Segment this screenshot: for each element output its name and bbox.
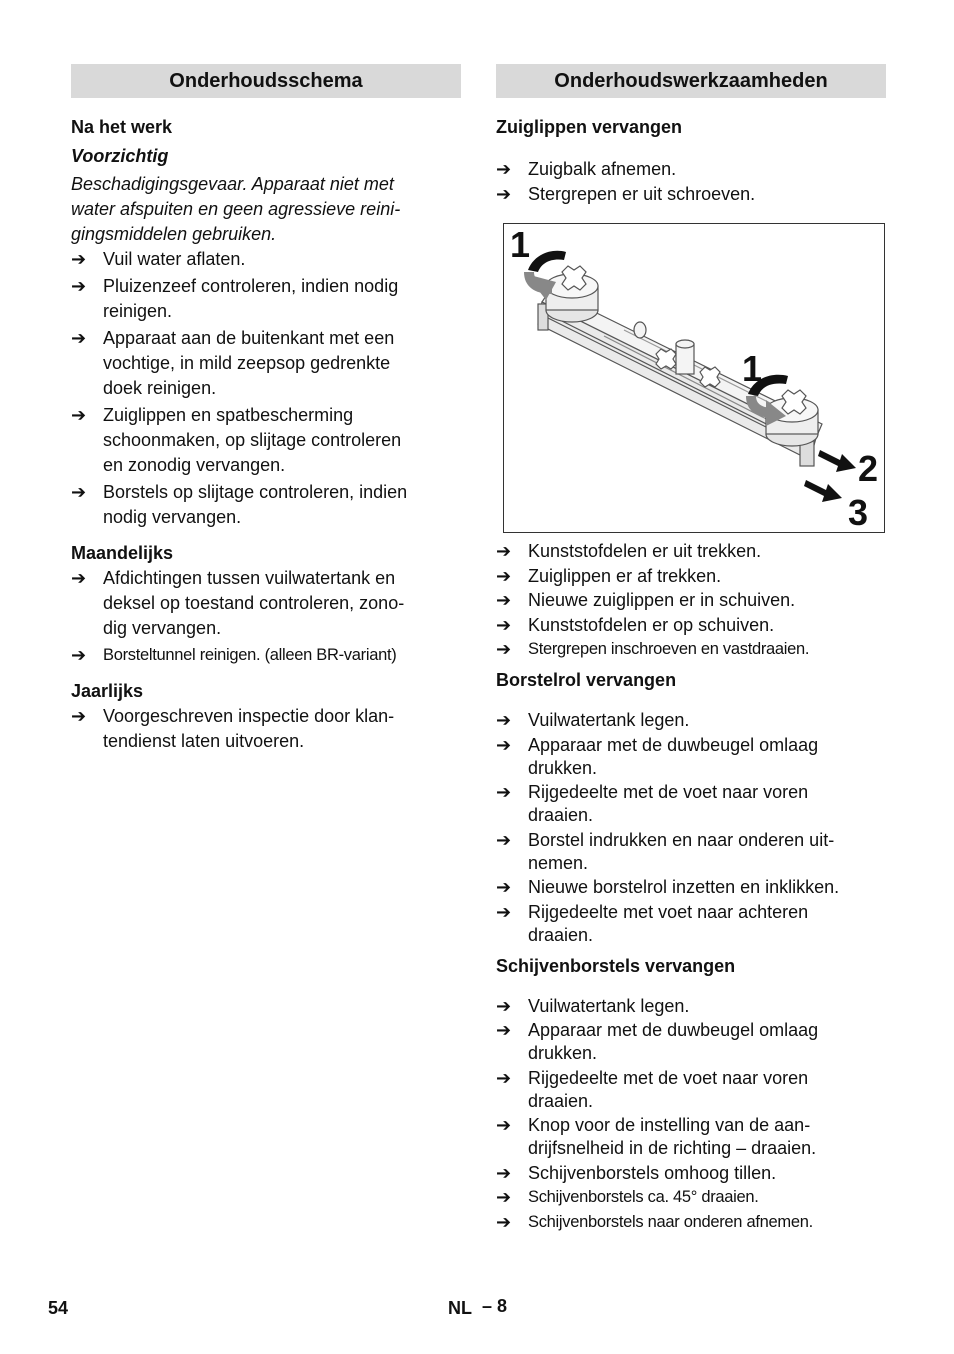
arrow-right-icon: ➔ bbox=[496, 159, 512, 180]
figure-label-3: 3 bbox=[848, 492, 869, 533]
arrow-right-icon: ➔ bbox=[71, 276, 87, 297]
figure-label-1-right: 1 bbox=[742, 348, 763, 389]
list-item: ➔ Nieuwe zuiglippen er in schuiven. bbox=[496, 590, 796, 611]
language-code: NL bbox=[448, 1298, 472, 1318]
list-item: ➔ Rijgedeelte met de voet naar voren draaien. bbox=[496, 1067, 809, 1111]
caution-text bbox=[71, 172, 461, 247]
list-item: ➔ Stergrepen er uit schroeven. bbox=[496, 183, 756, 205]
list-item: ➔ Borstel indrukken en naar onderen uit- nemen. bbox=[496, 829, 835, 873]
section-header-work: Onderhoudswerkzaamheden bbox=[496, 64, 886, 98]
squeegee-steps-after bbox=[496, 540, 886, 661]
list-item: ➔ Schijvenborstels omhoog tillen. bbox=[496, 1162, 777, 1184]
disc-brushes-title: Schijvenborstels vervangen bbox=[496, 955, 736, 976]
page-number: 54 bbox=[48, 1298, 69, 1318]
arrow-right-icon: ➔ bbox=[496, 639, 511, 660]
arrow-right-icon: ➔ bbox=[496, 995, 512, 1017]
list-item: ➔ Zuiglippen er af trekken. bbox=[496, 565, 722, 587]
squeegee-steps-before bbox=[496, 158, 886, 206]
list-item: ➔ Rijgedeelte met voet naar achteren draaien. bbox=[496, 901, 809, 945]
arrow-right-icon: ➔ bbox=[496, 590, 512, 611]
list-item: ➔ Kunststofdelen er op schuiven. bbox=[496, 614, 775, 636]
list-item: ➔ Vuil water aflaten. bbox=[71, 249, 246, 270]
after-work-title: Na het werk bbox=[71, 117, 173, 137]
arrow-right-icon: ➔ bbox=[496, 782, 512, 803]
list-item: ➔ Afdichtingen tussen vuilwatertank en deksel op toestand controleren, zono- dig vervangen. bbox=[71, 568, 405, 638]
list-item: ➔ Schijvenborstels ca. 45° draaien. bbox=[496, 1187, 759, 1208]
list-item: ➔ Vuilwatertank legen. bbox=[496, 710, 690, 731]
pull-arrow-3-icon bbox=[804, 480, 842, 502]
pull-arrow-2-icon bbox=[818, 450, 856, 472]
arrow-right-icon: ➔ bbox=[71, 405, 87, 426]
caution-title: Voorzichtig bbox=[71, 146, 169, 166]
figure-label-2: 2 bbox=[858, 448, 879, 489]
arrow-right-icon: ➔ bbox=[71, 328, 87, 349]
yearly-title: Jaarlijks bbox=[71, 681, 144, 701]
arrow-right-icon: ➔ bbox=[496, 541, 512, 562]
list-item: ➔ Nieuwe borstelrol inzetten en inklikken. bbox=[496, 877, 840, 898]
after-work-steps bbox=[71, 247, 461, 530]
arrow-right-icon: ➔ bbox=[71, 645, 86, 666]
arrow-right-icon: ➔ bbox=[496, 614, 512, 636]
arrow-right-icon: ➔ bbox=[496, 1211, 511, 1233]
squeegee-title: Zuiglippen vervangen bbox=[496, 117, 683, 137]
caution-line: water afspuiten en geen agressieve reini- bbox=[71, 199, 401, 219]
arrow-right-icon: ➔ bbox=[496, 1115, 512, 1136]
arrow-right-icon: ➔ bbox=[496, 1020, 512, 1041]
arrow-right-icon: ➔ bbox=[496, 734, 512, 756]
list-item: ➔ Vuilwatertank legen. bbox=[496, 995, 690, 1017]
list-item: ➔ Knop voor de instelling van de aan- drijfsnelheid in de richting – draaien. bbox=[496, 1115, 817, 1158]
arrow-right-icon: ➔ bbox=[71, 706, 87, 727]
disc-brushes-steps bbox=[496, 995, 886, 1234]
brush-roller-title: Borstelrol vervangen bbox=[496, 670, 677, 690]
list-item: ➔ Voorgeschreven inspectie door klan- tendienst laten uitvoeren. bbox=[71, 706, 395, 751]
list-item: ➔ Rijgedeelte met de voet naar voren draaien. bbox=[496, 782, 809, 825]
list-item: ➔ Zuiglippen en spatbescherming schoonmaken, op slijtage controleren en zonodig vervangen. bbox=[71, 405, 402, 475]
arrow-right-icon: ➔ bbox=[71, 568, 87, 589]
arrow-right-icon: ➔ bbox=[496, 183, 512, 205]
figure-label-1-left: 1 bbox=[510, 224, 531, 265]
brush-roller-steps bbox=[496, 709, 886, 947]
squeegee-drawing bbox=[504, 224, 884, 532]
yearly-steps bbox=[71, 704, 461, 754]
list-item: ➔ Kunststofdelen er uit trekken. bbox=[496, 541, 762, 562]
list-item: ➔ Borsteltunnel reinigen. (alleen BR-variant) bbox=[71, 645, 397, 666]
arrow-right-icon: ➔ bbox=[496, 877, 512, 898]
list-item: ➔ Schijvenborstels naar onderen afnemen. bbox=[496, 1211, 813, 1233]
list-item: ➔ Pluizenzeef controleren, indien nodig reinigen. bbox=[71, 276, 399, 321]
arrow-right-icon: ➔ bbox=[496, 901, 512, 923]
list-item: ➔ Apparaar met de duwbeugel omlaag drukken. bbox=[496, 734, 819, 778]
arrow-right-icon: ➔ bbox=[496, 1162, 512, 1184]
section-page-number: – 8 bbox=[482, 1296, 508, 1316]
squeegee-illustration bbox=[503, 223, 885, 533]
monthly-steps bbox=[71, 566, 461, 668]
list-item: ➔ Zuigbalk afnemen. bbox=[496, 159, 677, 180]
list-item: ➔ Apparaat aan de buitenkant met een vochtige, in mild zeepsop gedrenkte doek reinigen. bbox=[71, 328, 395, 398]
caution-line: Beschadigingsgevaar. Apparaat niet met bbox=[71, 174, 394, 194]
list-item: ➔ Stergrepen inschroeven en vastdraaien. bbox=[496, 639, 810, 660]
list-item: ➔ Apparaar met de duwbeugel omlaag drukken. bbox=[496, 1020, 819, 1063]
arrow-right-icon: ➔ bbox=[71, 249, 87, 270]
monthly-title: Maandelijks bbox=[71, 543, 174, 563]
arrow-right-icon: ➔ bbox=[496, 1187, 511, 1208]
arrow-right-icon: ➔ bbox=[496, 710, 512, 731]
arrow-right-icon: ➔ bbox=[496, 565, 512, 587]
caution-line: gingsmiddelen gebruiken. bbox=[71, 224, 277, 244]
arrow-right-icon: ➔ bbox=[71, 482, 87, 503]
maintenance-schedule-column bbox=[71, 64, 461, 754]
list-item: ➔ Borstels op slijtage controleren, indien nodig vervangen. bbox=[71, 482, 408, 527]
star-knob-left bbox=[546, 266, 598, 322]
arrow-right-icon: ➔ bbox=[496, 829, 512, 851]
section-header-schedule: Onderhoudsschema bbox=[71, 64, 461, 98]
arrow-right-icon: ➔ bbox=[496, 1067, 512, 1089]
